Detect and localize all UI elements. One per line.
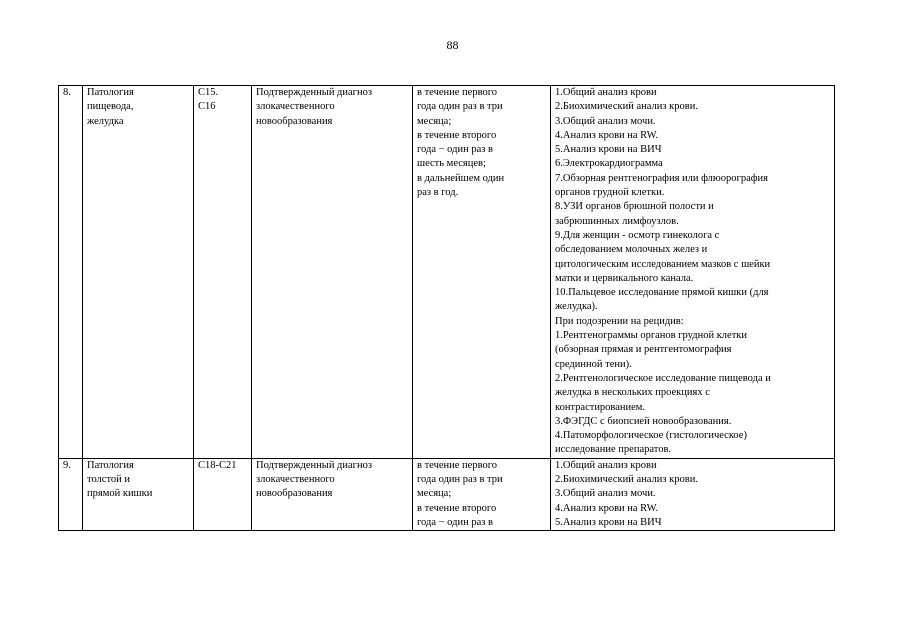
examination-line: 6.Электрокардиограмма (555, 158, 663, 170)
frequency-line: года один раз в три (417, 101, 503, 113)
examination-line: 3.Общий анализ мочи. (555, 115, 656, 127)
frequency-line: в течение второго (417, 129, 497, 141)
diagnosis-cell (252, 458, 413, 530)
examination-line: 1.Общий анализ крови (555, 459, 657, 471)
examination-line: забрюшинных лимфоузлов. (555, 215, 679, 227)
frequency-line: раз в год. (417, 187, 459, 199)
examination-line: 5.Анализ крови на ВИЧ (555, 516, 662, 528)
examination-line: 1.Общий анализ крови (555, 87, 657, 98)
examination-line: 2.Рентгенологическое исследование пищевода и (555, 372, 771, 384)
examination-line: контрастированием. (555, 401, 646, 413)
frequency-cell (413, 458, 551, 530)
examination-line: 5.Анализ крови на ВИЧ (555, 144, 662, 156)
icd-code-cell (194, 458, 252, 530)
examination-line: обследованием молочных желез и (555, 244, 708, 256)
icd-code-line: C18-C21 (198, 459, 237, 471)
diagnosis-line: Подтвержденный диагноз (256, 87, 373, 98)
frequency-line: года − один раз в (417, 144, 493, 156)
examination-line: 4.Анализ крови на RW. (555, 129, 659, 141)
diagnosis-line: злокачественного (256, 101, 335, 113)
icd-code-line: C15. (198, 87, 219, 98)
diagnosis-line: новообразования (256, 115, 333, 127)
row-number-cell (59, 86, 83, 459)
icd-code-cell (194, 86, 252, 459)
pathology-name-line: толстой и (87, 474, 131, 486)
examination-cell (551, 458, 835, 530)
pathology-name-cell (83, 86, 194, 459)
diagnosis-line: новообразования (256, 488, 333, 500)
examination-line: матки и цервикального канала. (555, 272, 694, 284)
examination-line: 3.Общий анализ мочи. (555, 488, 656, 500)
examination-line: 8.УЗИ органов брюшной полости и (555, 201, 714, 213)
row-number-cell (59, 458, 83, 530)
page-number: 88 (446, 38, 459, 52)
frequency-line: года один раз в три (417, 474, 503, 486)
examination-line: 2.Биохимический анализ крови. (555, 101, 698, 113)
diagnosis-cell (252, 86, 413, 459)
examination-line: органов грудной клетки. (555, 187, 665, 199)
diagnosis-line: злокачественного (256, 474, 335, 486)
frequency-cell (413, 86, 551, 459)
examination-line: желудка в нескольких проекциях с (555, 387, 710, 399)
frequency-line: месяца; (417, 488, 452, 500)
frequency-line: в течение второго (417, 502, 497, 514)
row-number: 9. (63, 459, 71, 471)
diagnosis-line: Подтвержденный диагноз (256, 459, 373, 471)
pathology-name-line: пищевода, (87, 101, 134, 113)
frequency-line: в течение первого (417, 459, 497, 471)
icd-code-line: C16 (198, 101, 216, 113)
clinical-table (58, 85, 835, 531)
pathology-name-cell (83, 458, 194, 530)
examination-line: (обзорная прямая и рентгентомография (555, 344, 732, 356)
examination-line: срединной тени). (555, 358, 632, 370)
examination-line: исследование препаратов. (555, 444, 672, 456)
frequency-line: шесть месяцев; (417, 158, 486, 170)
pathology-name-line: Патология (87, 459, 134, 471)
frequency-line: в течение первого (417, 87, 497, 98)
examination-line: 2.Биохимический анализ крови. (555, 474, 698, 486)
pathology-name-line: Патология (87, 87, 134, 98)
examination-line: 4.Анализ крови на RW. (555, 502, 659, 514)
examination-line: 1.Рентгенограммы органов грудной клетки (555, 330, 748, 342)
frequency-line: месяца; (417, 115, 452, 127)
examination-line: 7.Обзорная рентгенография или флюорография (555, 172, 768, 184)
row-number: 8. (63, 87, 71, 98)
frequency-line: года − один раз в (417, 516, 493, 528)
examination-line: желудка). (555, 301, 598, 313)
examination-line: При подозрении на рецидив: (555, 315, 684, 327)
examination-line: 9.Для женщин - осмотр гинеколога с (555, 229, 720, 241)
examination-line: 10.Пальцевое исследование прямой кишки (для (555, 287, 769, 299)
examination-line: цитологическим исследованием мазков с шейки (555, 258, 771, 270)
pathology-name-line: прямой кишки (87, 488, 153, 500)
table-row (59, 458, 835, 530)
examination-cell (551, 86, 835, 459)
examination-line: 4.Патоморфологическое (гистологическое) (555, 430, 747, 442)
frequency-line: в дальнейшем один (417, 172, 505, 184)
table-row (59, 86, 835, 459)
pathology-name-line: желудка (87, 115, 124, 127)
examination-line: 3.ФЭГДС с биопсией новообразования. (555, 415, 732, 427)
